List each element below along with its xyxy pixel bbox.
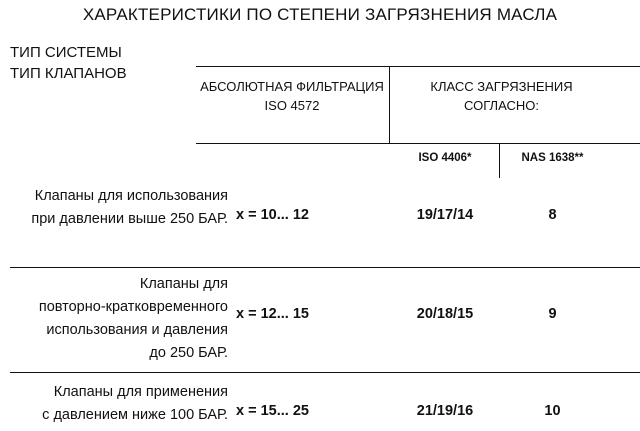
row-1-label [31,185,228,231]
row-3-iso: 21/19/16 [416,403,474,419]
subheader-divider [499,144,500,178]
row-2-label-line: до 250 БАР. [149,345,228,361]
system-type-line: ТИП СИСТЕМЫ [10,44,122,61]
valve-type-line: ТИП КЛАПАНОВ [10,65,127,82]
row-3-nas: 10 [544,403,561,419]
header-vertical-divider [389,67,390,143]
row-2-label [39,273,228,365]
page-title: ХАРАКТЕРИСТИКИ ПО СТЕПЕНИ ЗАГРЯЗНЕНИЯ МАСЛА [82,5,558,24]
row-1-label-line: при давлении выше 250 БАР. [31,211,228,227]
row-3-filtration: x = 15... 25 [236,403,309,419]
header-bottom-rule [196,143,640,144]
row-2-label-line: повторно-кратковременного [38,299,228,315]
row-1-filtration: x = 10... 12 [236,207,309,223]
absolute-filtration-standard: ISO 4572 [264,98,320,113]
row-1-nas: 8 [548,207,557,223]
row-1-label-line: Клапаны для использования [34,188,228,204]
nas-1638-header: NAS 1638** [521,152,584,164]
absolute-filtration-header [196,77,388,115]
absolute-filtration-title: АБСОЛЮТНАЯ ФИЛЬТРАЦИЯ [200,79,384,94]
system-type-heading [10,42,127,84]
contamination-class-according: СОГЛАСНО: [464,98,539,113]
header-top-rule [196,66,640,67]
row-separator-1 [10,267,640,268]
row-3-label-line: с давлением ниже 100 БАР. [42,407,228,423]
row-2-filtration: x = 12... 15 [236,306,309,322]
contamination-class-title: КЛАСС ЗАГРЯЗНЕНИЯ [430,79,573,94]
iso-4406-header: ISO 4406* [418,152,472,164]
row-2-iso: 20/18/15 [416,306,474,322]
row-3-label [42,381,228,427]
row-2-nas: 9 [548,306,557,322]
row-2-label-line: Клапаны для [139,276,228,292]
contamination-class-header [393,77,610,115]
row-3-label-line: Клапаны для применения [53,384,228,400]
row-1-iso: 19/17/14 [416,207,474,223]
row-separator-2 [10,372,640,373]
row-2-label-line: использования и давления [46,322,228,338]
